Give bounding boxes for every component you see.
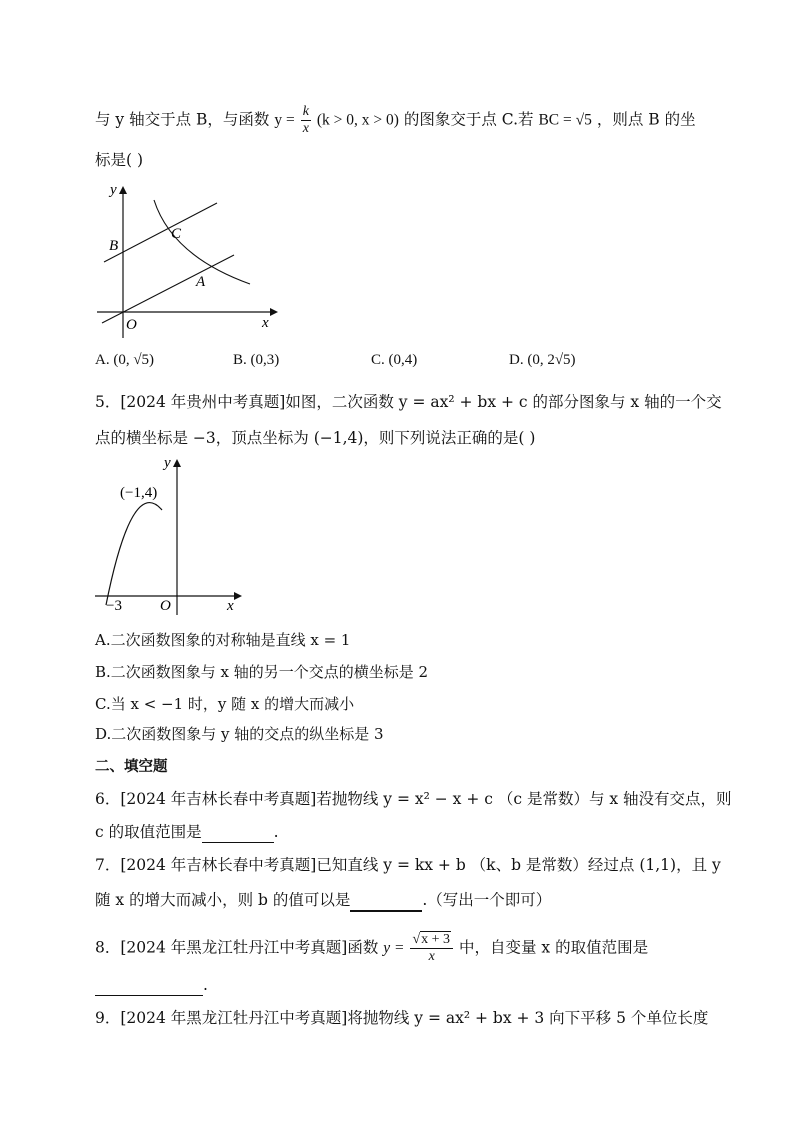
q4-option-b: B. (0,3)	[233, 352, 280, 368]
q5-label-root: −3	[106, 598, 122, 614]
q7-answer-blank[interactable]	[350, 890, 422, 912]
q9-line1: 9．[2024 年黑龙江牡丹江中考真题]将抛物线 y = ax² + bx + 3 向下平移 5 个单位长度	[95, 1009, 709, 1027]
q5-label-x: x	[227, 598, 234, 614]
q4-func-lhs: y =	[274, 111, 295, 129]
q8-line2	[95, 975, 208, 996]
q4-line-oa	[102, 255, 234, 323]
q4-label-o: O	[126, 317, 137, 333]
q8-period: .	[203, 976, 208, 994]
q4-text-b: 的图象交于点 C.若	[403, 110, 534, 129]
q4-line-bc	[104, 203, 217, 262]
q4-func-condition: (k > 0, x > 0)	[316, 111, 399, 129]
q4-label-x: x	[262, 315, 269, 331]
q4-figure	[92, 178, 282, 338]
q4-line1	[95, 104, 696, 137]
q4-label-c: C	[171, 226, 182, 242]
q4-label-a: A	[196, 274, 206, 290]
q4-func-denominator: x	[302, 121, 309, 136]
q4-line2: 标是( )	[95, 151, 144, 169]
q4-func-fraction	[301, 104, 311, 137]
q8-func-lhs: y =	[383, 939, 405, 957]
q4-text-c: ，则点 B 的坐	[596, 110, 696, 129]
q4-label-b: B	[109, 238, 119, 254]
q5-label-vertex: (−1,4)	[120, 485, 158, 501]
q5-option-a: A.二次函数图象的对称轴是直线 x = 1	[95, 631, 351, 649]
q4-option-c: C. (0,4)	[371, 352, 418, 368]
q4-option-d: D. (0, 2√5)	[509, 352, 576, 368]
q5-line1: 5．[2024 年贵州中考真题]如图，二次函数 y = ax² + bx + c 的部分图象与 x 轴的一个交	[95, 393, 722, 411]
q4-option-a: A. (0, √5)	[95, 352, 155, 368]
q5-label-o: O	[160, 598, 171, 614]
q6-line2	[95, 822, 279, 843]
q8-func-fraction	[410, 932, 453, 965]
q6-period: .	[273, 823, 279, 841]
q8-answer-blank[interactable]	[95, 975, 203, 996]
q5-option-b: B.二次函数图象与 x 轴的另一个交点的横坐标是 2	[95, 663, 429, 681]
q8-radicand: x + 3	[421, 932, 451, 947]
q4-y-axis-arrow	[119, 186, 127, 194]
q5-line2: 点的横坐标是 −3，顶点坐标为 (−1,4)，则下列说法正确的是( )	[95, 429, 536, 447]
q5-option-c: C.当 x < −1 时，y 随 x 的增大而减小	[95, 695, 355, 713]
q4-text-a: 与 y 轴交于点 B，与函数	[95, 110, 270, 129]
q5-figure	[92, 455, 252, 615]
q8-func-denominator: x	[428, 949, 435, 964]
q8-text-a: 8．[2024 年黑龙江牡丹江中考真题]函数	[95, 938, 379, 957]
q5-parabola	[106, 503, 162, 605]
q8-func-numerator: √x + 3	[410, 932, 453, 949]
q8-text-b: 中，自变量 x 的取值范围是	[458, 938, 649, 957]
q8-line1	[95, 932, 648, 965]
q5-y-axis-arrow	[173, 459, 181, 467]
q7-line1: 7．[2024 年吉林长春中考真题]已知直线 y = kx + b （k、b 是常数）经过点 (1,1)，且 y	[95, 856, 721, 874]
q6-line1: 6．[2024 年吉林长春中考真题]若抛物线 y = x² − x + c （c 是常数）与 x 轴没有交点，则	[95, 790, 732, 808]
q6-answer-blank[interactable]	[202, 822, 274, 843]
q4-bc-equation: BC = √5	[538, 111, 592, 129]
q4-label-y: y	[110, 182, 117, 198]
q7-suffix: .（写出一个即可）	[422, 891, 552, 909]
q5-option-d: D.二次函数图象与 y 轴的交点的纵坐标是 3	[95, 725, 384, 743]
q7-line2	[95, 890, 551, 912]
q6-text: c 的取值范围是	[95, 823, 202, 841]
section-fill-in-heading: 二、填空题	[95, 759, 168, 775]
q4-func-numerator: k	[302, 104, 309, 119]
q5-x-axis-arrow	[234, 592, 242, 600]
q7-text: 随 x 的增大而减小，则 b 的值可以是	[95, 891, 351, 909]
q4-x-axis-arrow	[270, 308, 278, 316]
q5-label-y: y	[164, 455, 171, 471]
